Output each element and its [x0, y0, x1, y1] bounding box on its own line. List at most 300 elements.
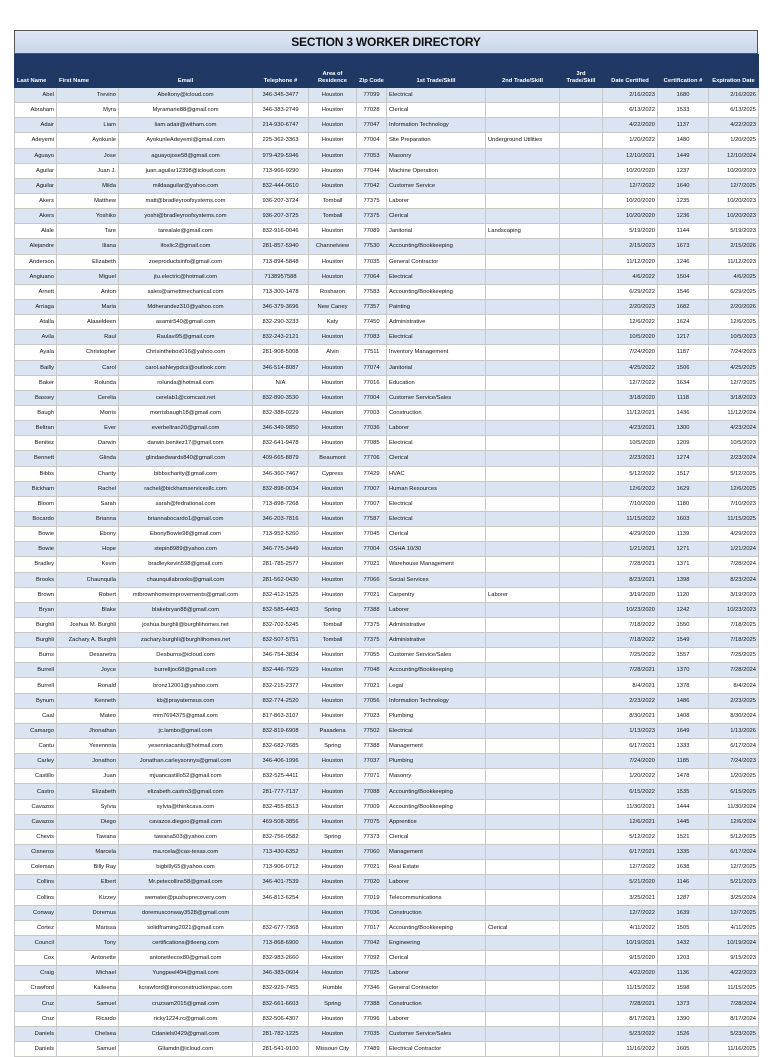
cell-trade-3[interactable]	[560, 678, 603, 693]
cell-email[interactable]: liam.adair@witham.com	[119, 118, 253, 133]
cell-trade-2[interactable]	[486, 239, 560, 254]
cell-email[interactable]: Yungpeel494@gmail.com	[119, 966, 253, 981]
cell-area[interactable]: Houston	[309, 708, 357, 723]
cell-last-name[interactable]: Alale	[15, 224, 57, 239]
cell-email[interactable]: Mdherandez310@yahoo.com	[119, 299, 253, 314]
cell-expiration-date[interactable]: 12/10/2024	[709, 148, 759, 163]
cell-zip[interactable]: 77004	[357, 133, 387, 148]
cell-expiration-date[interactable]: 6/29/2025	[709, 284, 759, 299]
cell-area[interactable]: Houston	[309, 920, 357, 935]
cell-trade-3[interactable]	[560, 648, 603, 663]
cell-zip[interactable]: 77092	[357, 951, 387, 966]
cell-zip[interactable]: 77088	[357, 784, 387, 799]
cell-first-name[interactable]: Kevin	[57, 557, 119, 572]
cell-trade-2[interactable]: Underground Utilities	[486, 133, 560, 148]
cell-last-name[interactable]: Alejandre	[15, 239, 57, 254]
cell-expiration-date[interactable]: 10/5/2023	[709, 330, 759, 345]
cell-area[interactable]: Houston	[309, 421, 357, 436]
cell-last-name[interactable]: Craig	[15, 966, 57, 981]
cell-area[interactable]: Houston	[309, 481, 357, 496]
cell-last-name[interactable]: Cisneros	[15, 845, 57, 860]
cell-area[interactable]: Rosharon	[309, 284, 357, 299]
cell-date-certified[interactable]: 4/6/2022	[603, 269, 658, 284]
cell-date-certified[interactable]: 5/21/2020	[603, 875, 658, 890]
cell-last-name[interactable]: Crawford	[15, 981, 57, 996]
cell-zip[interactable]: 77056	[357, 693, 387, 708]
cell-trade-3[interactable]	[560, 88, 603, 103]
cell-expiration-date[interactable]: 12/7/2025	[709, 375, 759, 390]
cell-trade-3[interactable]	[560, 224, 603, 239]
cell-trade-1[interactable]: Painting	[387, 299, 486, 314]
cell-area[interactable]: Houston	[309, 224, 357, 239]
cell-email[interactable]: bronz12001@yahoo.com	[119, 678, 253, 693]
table-row[interactable]	[15, 1041, 759, 1056]
cell-trade-1[interactable]: Laborer	[387, 1011, 486, 1026]
cell-trade-1[interactable]: Telecommunications	[387, 890, 486, 905]
cell-last-name[interactable]: Castro	[15, 784, 57, 799]
cell-trade-1[interactable]: Plumbing	[387, 708, 486, 723]
cell-date-certified[interactable]: 7/24/2020	[603, 345, 658, 360]
cell-first-name[interactable]: Juan J.	[57, 163, 119, 178]
cell-last-name[interactable]: Bocardo	[15, 511, 57, 526]
cell-date-certified[interactable]: 6/13/2022	[603, 103, 658, 118]
cell-date-certified[interactable]: 6/17/2021	[603, 739, 658, 754]
table-row[interactable]	[15, 421, 759, 436]
cell-date-certified[interactable]: 10/19/2021	[603, 935, 658, 950]
cell-date-certified[interactable]: 5/19/2020	[603, 224, 658, 239]
cell-zip[interactable]: 77530	[357, 239, 387, 254]
cell-trade-1[interactable]: Accounting/Bookkeeping	[387, 799, 486, 814]
table-row[interactable]	[15, 330, 759, 345]
cell-first-name[interactable]: Billy Ray	[57, 860, 119, 875]
cell-first-name[interactable]: Robert	[57, 587, 119, 602]
cell-expiration-date[interactable]: 1/20/2025	[709, 133, 759, 148]
cell-expiration-date[interactable]: 12/6/2025	[709, 481, 759, 496]
cell-email[interactable]: glindaedwards840@gmail.com	[119, 451, 253, 466]
cell-first-name[interactable]: Joshua M. Burghli	[57, 617, 119, 632]
cell-first-name[interactable]: Chaunquila	[57, 572, 119, 587]
table-row[interactable]	[15, 254, 759, 269]
cell-telephone[interactable]: 713-868-6900	[253, 935, 309, 950]
cell-first-name[interactable]: Diego	[57, 814, 119, 829]
cell-last-name[interactable]: Bassey	[15, 390, 57, 405]
cell-last-name[interactable]: Cox	[15, 951, 57, 966]
cell-last-name[interactable]: Bickham	[15, 481, 57, 496]
cell-area[interactable]: Houston	[309, 390, 357, 405]
table-row[interactable]	[15, 496, 759, 511]
cell-first-name[interactable]: Michael	[57, 966, 119, 981]
cell-trade-2[interactable]	[486, 315, 560, 330]
cell-telephone[interactable]: 713-952-5260	[253, 527, 309, 542]
cell-trade-1[interactable]: Laborer	[387, 875, 486, 890]
cell-certification-number[interactable]: 1139	[658, 527, 709, 542]
cell-last-name[interactable]: Akers	[15, 209, 57, 224]
cell-trade-2[interactable]	[486, 118, 560, 133]
cell-email[interactable]: Gllamdn@icloud.com	[119, 1041, 253, 1056]
cell-zip[interactable]: 77099	[357, 88, 387, 103]
cell-last-name[interactable]: Baugh	[15, 405, 57, 420]
cell-area[interactable]: Houston	[309, 875, 357, 890]
cell-trade-3[interactable]	[560, 390, 603, 405]
cell-trade-2[interactable]	[486, 284, 560, 299]
table-row[interactable]	[15, 814, 759, 829]
table-row[interactable]	[15, 799, 759, 814]
cell-first-name[interactable]: Blake	[57, 602, 119, 617]
cell-date-certified[interactable]: 3/18/2020	[603, 390, 658, 405]
cell-email[interactable]: aguayojose58@gmail.com	[119, 148, 253, 163]
cell-date-certified[interactable]: 4/23/2021	[603, 421, 658, 436]
cell-area[interactable]: Beaumont	[309, 451, 357, 466]
cell-email[interactable]: EbonyBowie98@gmail.com	[119, 527, 253, 542]
cell-email[interactable]: joshua.burghli@burghlihomes.net	[119, 617, 253, 632]
cell-certification-number[interactable]: 1638	[658, 860, 709, 875]
cell-expiration-date[interactable]: 7/24/2023	[709, 754, 759, 769]
cell-certification-number[interactable]: 1137	[658, 118, 709, 133]
cell-trade-3[interactable]	[560, 814, 603, 829]
cell-zip[interactable]: 77060	[357, 845, 387, 860]
cell-trade-2[interactable]	[486, 572, 560, 587]
cell-trade-3[interactable]	[560, 845, 603, 860]
cell-certification-number[interactable]: 1118	[658, 390, 709, 405]
cell-trade-3[interactable]	[560, 209, 603, 224]
cell-email[interactable]: cruzsam2015@gmail.com	[119, 996, 253, 1011]
cell-last-name[interactable]: Beltran	[15, 421, 57, 436]
cell-date-certified[interactable]: 12/7/2022	[603, 375, 658, 390]
cell-certification-number[interactable]: 1436	[658, 405, 709, 420]
cell-certification-number[interactable]: 1370	[658, 663, 709, 678]
cell-trade-1[interactable]: Electrical Contractor	[387, 1041, 486, 1056]
cell-trade-2[interactable]	[486, 723, 560, 738]
cell-telephone[interactable]	[253, 905, 309, 920]
cell-date-certified[interactable]: 5/23/2022	[603, 1026, 658, 1041]
cell-first-name[interactable]: Cerelia	[57, 390, 119, 405]
cell-certification-number[interactable]: 1203	[658, 951, 709, 966]
cell-area[interactable]: Houston	[309, 648, 357, 663]
cell-trade-3[interactable]	[560, 118, 603, 133]
cell-area[interactable]: Houston	[309, 148, 357, 163]
cell-trade-2[interactable]	[486, 617, 560, 632]
cell-trade-2[interactable]	[486, 390, 560, 405]
cell-first-name[interactable]: Tony	[57, 935, 119, 950]
cell-first-name[interactable]: Trevino	[57, 88, 119, 103]
cell-trade-3[interactable]	[560, 511, 603, 526]
cell-telephone[interactable]: 7138957588	[253, 269, 309, 284]
cell-date-certified[interactable]: 3/19/2020	[603, 587, 658, 602]
cell-first-name[interactable]: Yesennnia	[57, 739, 119, 754]
cell-trade-2[interactable]	[486, 481, 560, 496]
cell-date-certified[interactable]: 6/29/2022	[603, 284, 658, 299]
cell-date-certified[interactable]: 12/6/2022	[603, 481, 658, 496]
cell-last-name[interactable]: Aguilar	[15, 178, 57, 193]
cell-email[interactable]: matt@bradleyroofsystems.com	[119, 193, 253, 208]
cell-area[interactable]: Houston	[309, 511, 357, 526]
cell-email[interactable]: Jonathan.carleysonnys@gmail.com	[119, 754, 253, 769]
cell-certification-number[interactable]: 1640	[658, 178, 709, 193]
cell-certification-number[interactable]: 1120	[658, 587, 709, 602]
cell-trade-2[interactable]	[486, 693, 560, 708]
cell-zip[interactable]: 77003	[357, 405, 387, 420]
cell-certification-number[interactable]: 1557	[658, 648, 709, 663]
cell-zip[interactable]: 77085	[357, 436, 387, 451]
cell-first-name[interactable]: Yoshiko	[57, 209, 119, 224]
cell-area[interactable]: Houston	[309, 178, 357, 193]
cell-last-name[interactable]: Adair	[15, 118, 57, 133]
cell-zip[interactable]: 77021	[357, 557, 387, 572]
cell-telephone[interactable]: 832-677-7368	[253, 920, 309, 935]
cell-last-name[interactable]: Angiuano	[15, 269, 57, 284]
cell-trade-2[interactable]	[486, 88, 560, 103]
cell-trade-1[interactable]: Legal	[387, 678, 486, 693]
cell-certification-number[interactable]: 1432	[658, 935, 709, 950]
table-row[interactable]	[15, 118, 759, 133]
cell-trade-2[interactable]	[486, 193, 560, 208]
cell-trade-3[interactable]	[560, 769, 603, 784]
cell-date-certified[interactable]: 4/22/2020	[603, 966, 658, 981]
cell-trade-3[interactable]	[560, 103, 603, 118]
table-row[interactable]	[15, 360, 759, 375]
table-row[interactable]	[15, 723, 759, 738]
table-row[interactable]	[15, 966, 759, 981]
table-row[interactable]	[15, 769, 759, 784]
cell-zip[interactable]: 77021	[357, 678, 387, 693]
table-row[interactable]	[15, 269, 759, 284]
cell-trade-1[interactable]: Customer Service/Sales	[387, 648, 486, 663]
cell-trade-3[interactable]	[560, 966, 603, 981]
cell-expiration-date[interactable]: 12/7/2025	[709, 860, 759, 875]
cell-certification-number[interactable]: 1533	[658, 103, 709, 118]
cell-first-name[interactable]: Matthew	[57, 193, 119, 208]
cell-telephone[interactable]: 832-412-1525	[253, 587, 309, 602]
cell-zip[interactable]: 77025	[357, 966, 387, 981]
cell-email[interactable]: sales@arnettmechanical.com	[119, 284, 253, 299]
cell-trade-2[interactable]	[486, 935, 560, 950]
cell-expiration-date[interactable]: 5/19/2023	[709, 224, 759, 239]
cell-certification-number[interactable]: 1398	[658, 572, 709, 587]
cell-expiration-date[interactable]: 2/23/2025	[709, 693, 759, 708]
cell-last-name[interactable]: Castillo	[15, 769, 57, 784]
cell-first-name[interactable]: Sylvia	[57, 799, 119, 814]
cell-area[interactable]: Houston	[309, 966, 357, 981]
cell-area[interactable]: Houston	[309, 587, 357, 602]
cell-telephone[interactable]: 346-345-3477	[253, 88, 309, 103]
table-row[interactable]	[15, 511, 759, 526]
cell-last-name[interactable]: Akers	[15, 193, 57, 208]
cell-date-certified[interactable]: 12/6/2021	[603, 814, 658, 829]
cell-last-name[interactable]: Burrell	[15, 678, 57, 693]
cell-telephone[interactable]: 346-401-7539	[253, 875, 309, 890]
cell-trade-2[interactable]	[486, 436, 560, 451]
cell-date-certified[interactable]: 7/18/2022	[603, 633, 658, 648]
cell-last-name[interactable]: Abel	[15, 88, 57, 103]
cell-trade-2[interactable]	[486, 421, 560, 436]
cell-certification-number[interactable]: 1598	[658, 981, 709, 996]
cell-email[interactable]: doremusconway3528@gmail.com	[119, 905, 253, 920]
cell-telephone[interactable]: 832-898-0034	[253, 481, 309, 496]
cell-telephone[interactable]: 713-300-1478	[253, 284, 309, 299]
cell-email[interactable]: mm7694375@gmail.com	[119, 708, 253, 723]
cell-trade-2[interactable]	[486, 1041, 560, 1056]
cell-area[interactable]: Houston	[309, 799, 357, 814]
cell-telephone[interactable]: 346-406-1996	[253, 754, 309, 769]
cell-trade-2[interactable]	[486, 542, 560, 557]
cell-email[interactable]: everbeltran20@gmail.com	[119, 421, 253, 436]
cell-certification-number[interactable]: 1634	[658, 375, 709, 390]
cell-email[interactable]: yoshi@bradleyroofsystems.com	[119, 209, 253, 224]
cell-certification-number[interactable]: 1521	[658, 829, 709, 844]
cell-certification-number[interactable]: 1480	[658, 133, 709, 148]
cell-trade-1[interactable]: General Contractor	[387, 254, 486, 269]
cell-date-certified[interactable]: 10/23/2020	[603, 602, 658, 617]
cell-trade-3[interactable]	[560, 421, 603, 436]
cell-trade-2[interactable]	[486, 299, 560, 314]
cell-email[interactable]: kb@prayatemsus.com	[119, 693, 253, 708]
cell-certification-number[interactable]: 1680	[658, 88, 709, 103]
cell-telephone[interactable]: 832-641-9478	[253, 436, 309, 451]
cell-trade-3[interactable]	[560, 315, 603, 330]
cell-email[interactable]: jc.lambo@gmail.com	[119, 723, 253, 738]
cell-zip[interactable]: 77045	[357, 527, 387, 542]
header-expiration-date[interactable]: Expiration Date	[709, 55, 759, 88]
cell-expiration-date[interactable]: 10/5/2023	[709, 436, 759, 451]
cell-certification-number[interactable]: 1546	[658, 284, 709, 299]
cell-trade-1[interactable]: Construction	[387, 405, 486, 420]
cell-zip[interactable]: 77375	[357, 617, 387, 632]
table-row[interactable]	[15, 617, 759, 632]
cell-expiration-date[interactable]: 2/15/2026	[709, 239, 759, 254]
table-row[interactable]	[15, 315, 759, 330]
cell-certification-number[interactable]: 1144	[658, 224, 709, 239]
table-row[interactable]	[15, 587, 759, 602]
cell-email[interactable]: ricky1224.rc@gmail.com	[119, 1011, 253, 1026]
cell-first-name[interactable]: Elizabeth	[57, 784, 119, 799]
cell-expiration-date[interactable]: 6/17/2024	[709, 845, 759, 860]
cell-expiration-date[interactable]: 10/23/2023	[709, 602, 759, 617]
cell-area[interactable]: Spring	[309, 996, 357, 1011]
cell-last-name[interactable]: Collins	[15, 875, 57, 890]
table-row[interactable]	[15, 163, 759, 178]
cell-email[interactable]: juan.aguilar12398@icloud.com	[119, 163, 253, 178]
cell-telephone[interactable]: 832-774-2520	[253, 693, 309, 708]
cell-expiration-date[interactable]: 2/16/2026	[709, 88, 759, 103]
cell-area[interactable]: Houston	[309, 330, 357, 345]
table-row[interactable]	[15, 1026, 759, 1041]
cell-date-certified[interactable]: 12/7/2022	[603, 905, 658, 920]
cell-first-name[interactable]: Jose	[57, 148, 119, 163]
cell-trade-1[interactable]: OSHA 10/30	[387, 542, 486, 557]
cell-last-name[interactable]: Cruz	[15, 996, 57, 1011]
table-row[interactable]	[15, 542, 759, 557]
cell-area[interactable]: Houston	[309, 103, 357, 118]
cell-trade-2[interactable]	[486, 663, 560, 678]
cell-certification-number[interactable]: 1605	[658, 1041, 709, 1056]
cell-email[interactable]: Desburns@icloud.com	[119, 648, 253, 663]
cell-last-name[interactable]: Anderson	[15, 254, 57, 269]
cell-trade-1[interactable]: Engineering	[387, 935, 486, 950]
cell-zip[interactable]: 77055	[357, 648, 387, 663]
header-3rd-trade[interactable]: 3rd Trade/Skill	[560, 55, 603, 88]
cell-email[interactable]: tarealale@gmail.com	[119, 224, 253, 239]
cell-trade-1[interactable]: Laborer	[387, 966, 486, 981]
cell-trade-3[interactable]	[560, 1041, 603, 1056]
table-row[interactable]	[15, 860, 759, 875]
cell-last-name[interactable]: Collins	[15, 890, 57, 905]
cell-trade-2[interactable]: Clerical	[486, 920, 560, 935]
header-telephone[interactable]: Telephone #	[253, 55, 309, 88]
cell-email[interactable]: Cdaniels0429@gmail.com	[119, 1026, 253, 1041]
cell-last-name[interactable]: Daniels	[15, 1026, 57, 1041]
cell-area[interactable]: Houston	[309, 814, 357, 829]
cell-last-name[interactable]: Aguilar	[15, 163, 57, 178]
cell-email[interactable]: kcrawford@ironconstructionpac.com	[119, 981, 253, 996]
cell-trade-2[interactable]	[486, 860, 560, 875]
cell-email[interactable]: sylvia@thinkcava.com	[119, 799, 253, 814]
cell-trade-3[interactable]	[560, 330, 603, 345]
cell-first-name[interactable]: Antonette	[57, 951, 119, 966]
cell-zip[interactable]: 77064	[357, 269, 387, 284]
cell-expiration-date[interactable]: 11/12/2024	[709, 405, 759, 420]
cell-trade-3[interactable]	[560, 784, 603, 799]
table-row[interactable]	[15, 663, 759, 678]
cell-expiration-date[interactable]: 7/28/2024	[709, 557, 759, 572]
cell-area[interactable]: Houston	[309, 542, 357, 557]
cell-area[interactable]: Houston	[309, 557, 357, 572]
cell-trade-2[interactable]	[486, 451, 560, 466]
cell-last-name[interactable]: Abraham	[15, 103, 57, 118]
table-row[interactable]	[15, 678, 759, 693]
table-row[interactable]	[15, 481, 759, 496]
cell-trade-1[interactable]: Electrical	[387, 330, 486, 345]
cell-email[interactable]: sarah@fedrational.com	[119, 496, 253, 511]
cell-email[interactable]: bibbscharity@gmail.com	[119, 466, 253, 481]
cell-expiration-date[interactable]: 5/21/2023	[709, 875, 759, 890]
cell-expiration-date[interactable]: 3/19/2023	[709, 587, 759, 602]
cell-certification-number[interactable]: 1478	[658, 769, 709, 784]
cell-zip[interactable]: 77042	[357, 178, 387, 193]
cell-zip[interactable]: 77020	[357, 875, 387, 890]
cell-date-certified[interactable]: 4/25/2022	[603, 360, 658, 375]
cell-expiration-date[interactable]: 10/20/2023	[709, 193, 759, 208]
cell-last-name[interactable]: Bowie	[15, 542, 57, 557]
cell-zip[interactable]: 77489	[357, 1041, 387, 1056]
cell-last-name[interactable]: Bynum	[15, 693, 57, 708]
cell-area[interactable]: Houston	[309, 436, 357, 451]
cell-trade-1[interactable]: Janitorial	[387, 360, 486, 375]
cell-first-name[interactable]: Rachel	[57, 481, 119, 496]
cell-date-certified[interactable]: 6/17/2021	[603, 845, 658, 860]
cell-date-certified[interactable]: 10/5/2020	[603, 436, 658, 451]
cell-certification-number[interactable]: 1624	[658, 315, 709, 330]
cell-telephone[interactable]: 281-782-1225	[253, 1026, 309, 1041]
cell-telephone[interactable]: 832-507-5751	[253, 633, 309, 648]
cell-trade-3[interactable]	[560, 345, 603, 360]
cell-date-certified[interactable]: 8/30/2021	[603, 708, 658, 723]
header-first-name[interactable]: First Name	[57, 55, 119, 88]
table-row[interactable]	[15, 466, 759, 481]
cell-email[interactable]: darwin.benitez17@gmail.com	[119, 436, 253, 451]
cell-trade-2[interactable]	[486, 739, 560, 754]
cell-date-certified[interactable]: 2/23/2022	[603, 693, 658, 708]
cell-expiration-date[interactable]: 7/28/2024	[709, 996, 759, 1011]
table-row[interactable]	[15, 299, 759, 314]
cell-date-certified[interactable]: 5/12/2022	[603, 829, 658, 844]
cell-trade-3[interactable]	[560, 633, 603, 648]
cell-first-name[interactable]: Marissa	[57, 920, 119, 935]
cell-trade-2[interactable]	[486, 466, 560, 481]
cell-trade-3[interactable]	[560, 496, 603, 511]
cell-trade-3[interactable]	[560, 557, 603, 572]
cell-trade-3[interactable]	[560, 799, 603, 814]
cell-trade-1[interactable]: Clerical	[387, 829, 486, 844]
